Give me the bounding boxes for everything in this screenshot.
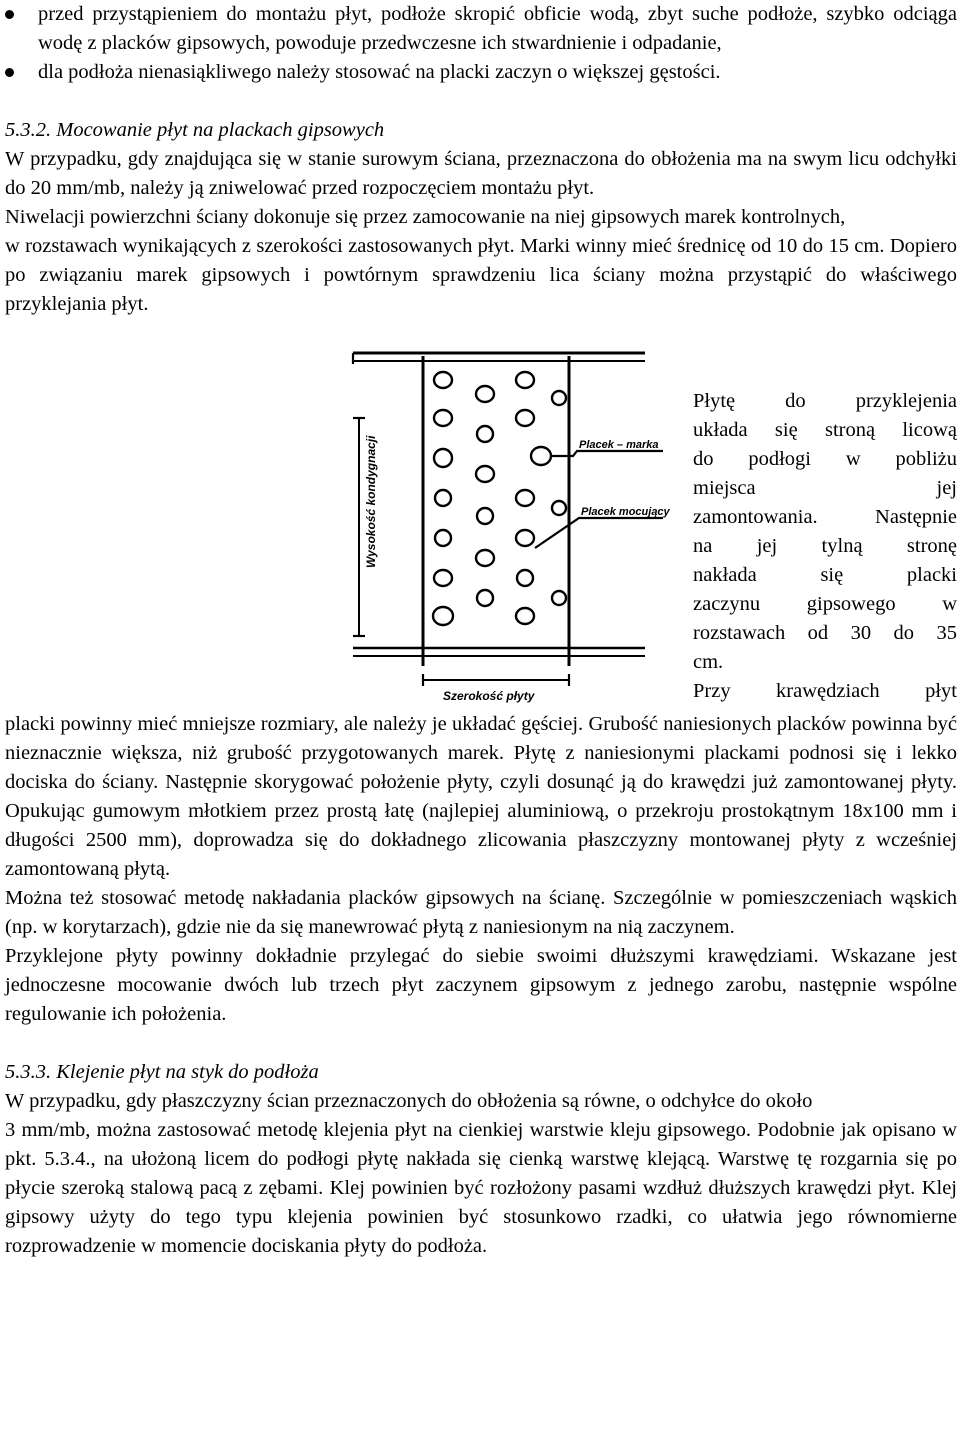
- side-line: zamontowania. Następnie: [693, 506, 957, 528]
- side-paragraph: [693, 387, 957, 706]
- side-line: na jej tylną stronę: [693, 535, 957, 557]
- paragraph: Niwelacji powierzchni ściany dokonuje się przez zamocowanie na niej gipsowych marek kontrolnych,: [5, 206, 846, 228]
- paragraph: Przyklejone płyty powinny dokładnie przylegać do siebie swoimi dłuższymi krawędziami. Wskazane jest jednoczesne mocowanie dwóch lub trzech płyt zaczynem gipsowym z jednego zarobu, następnie wspólne regulowanie ich położenia.: [5, 945, 957, 1025]
- width-label: Szerokość płyty: [443, 689, 535, 703]
- section-heading-533: 5.3.3. Klejenie płyt na styk do podłoża: [5, 1061, 319, 1083]
- paragraph: 3 mm/mb, można zastosować metodę klejenia płyt na cienkiej warstwie kleju gipsowego. Podobnie jak opisano w pkt. 5.3.4., na ułożoną licem do podłogi płytę nakłada się cienką warstwę klejącą. Warstwę tę rozgarnia się po płycie szeroką stalową pacą z zębami. Klej powinien być rozłożony pasami wzdłuż dłuższych krawędzi płyt. Klej gipsowy użyty do tego typu klejenia powinien być stosunkowo rzadki, co ułatwia jego równomierne rozprowadzenie w momencie dociskania płyty do podłoża.: [5, 1119, 957, 1257]
- marker-label: Placek – marka: [579, 439, 659, 451]
- bullet-text: dla podłoża nienasiąkliwego należy stosować na placki zaczyn o większej gęstości.: [38, 61, 721, 83]
- bullet-text: przed przystąpieniem do montażu płyt, podłoże skropić obficie wodą, zbyt suche podłoże, szybko odciąga wodę z placków gipsowych, powoduje przedwczesne ich stwardnienie i odpadanie,: [38, 3, 957, 54]
- side-line: Przy krawędziach płyt: [693, 680, 957, 702]
- side-line: rozstawach od 30 do 35: [693, 622, 957, 644]
- fixing-label: Placek mocujący: [581, 506, 670, 518]
- paragraph: w rozstawach wynikających z szerokości zastosowanych płyt. Marki winny mieć średnicę od 10 do 15 cm. Dopiero po związaniu marek gipsowych i powtórnym sprawdzeniu lica ściany można przystąpić do właściwego przyklejania płyt.: [5, 235, 957, 315]
- side-line: miejsca jej: [693, 477, 957, 499]
- side-line: zaczynu gipsowego w: [693, 593, 957, 615]
- bullet-item: [5, 58, 957, 87]
- side-line: Płytę do przyklejenia: [693, 390, 957, 412]
- side-line: do podłogi w pobliżu: [693, 448, 957, 470]
- figure-block: [5, 348, 957, 710]
- document-page: [5, 0, 957, 1261]
- paragraph: W przypadku, gdy znajdująca się w stanie surowym ściana, przeznaczona do obłożenia ma na swym licu odchyłki do 20 mm/mb, należy ją zniwelować przed rozpoczęciem montażu płyt.: [5, 148, 957, 199]
- bullet-dot-icon: [5, 10, 14, 19]
- side-line: układa się stroną licową: [693, 419, 957, 441]
- bullet-item: [5, 0, 957, 58]
- side-line: nakłada się placki: [693, 564, 957, 586]
- paragraph: Można też stosować metodę nakładania placków gipsowych na ścianę. Szczególnie w pomieszczeniach wąskich (np. w korytarzach), gdzie nie da się manewrować płytą z naniesionym na nią zaczynem.: [5, 887, 957, 938]
- plate-placement-diagram: [345, 348, 685, 710]
- section-heading-532: 5.3.2. Mocowanie płyt na plackach gipsowych: [5, 119, 385, 141]
- bullet-list: [5, 0, 957, 87]
- side-line: cm.: [693, 651, 724, 673]
- height-label: Wysokość kondygnacji: [364, 435, 378, 568]
- bullet-dot-icon: [5, 68, 14, 77]
- paragraph: placki powinny mieć mniejsze rozmiary, ale należy je układać gęściej. Grubość naniesionych placków powinna być nieznacznie większa, niż grubość przygotowanych marek. Płytę z naniesionymi plackami podnosi się i lekko dociska do ściany. Następnie skorygować położenie płyty, czyli dosunąć ją do krawędzi już zamontowanej płyty. Opukując gumowym młotkiem przez prostą łatę (najlepiej aluminiową, o przekroju prostokątnym 18x100 mm i długości 2500 mm), doprowadza się do dokładnego zlicowania płaszczyzny montowanej płyty z wcześniej zamontowaną płytą.: [5, 713, 957, 880]
- paragraph: W przypadku, gdy płaszczyzny ścian przeznaczonych do obłożenia są równe, o odchyłce do około: [5, 1090, 813, 1112]
